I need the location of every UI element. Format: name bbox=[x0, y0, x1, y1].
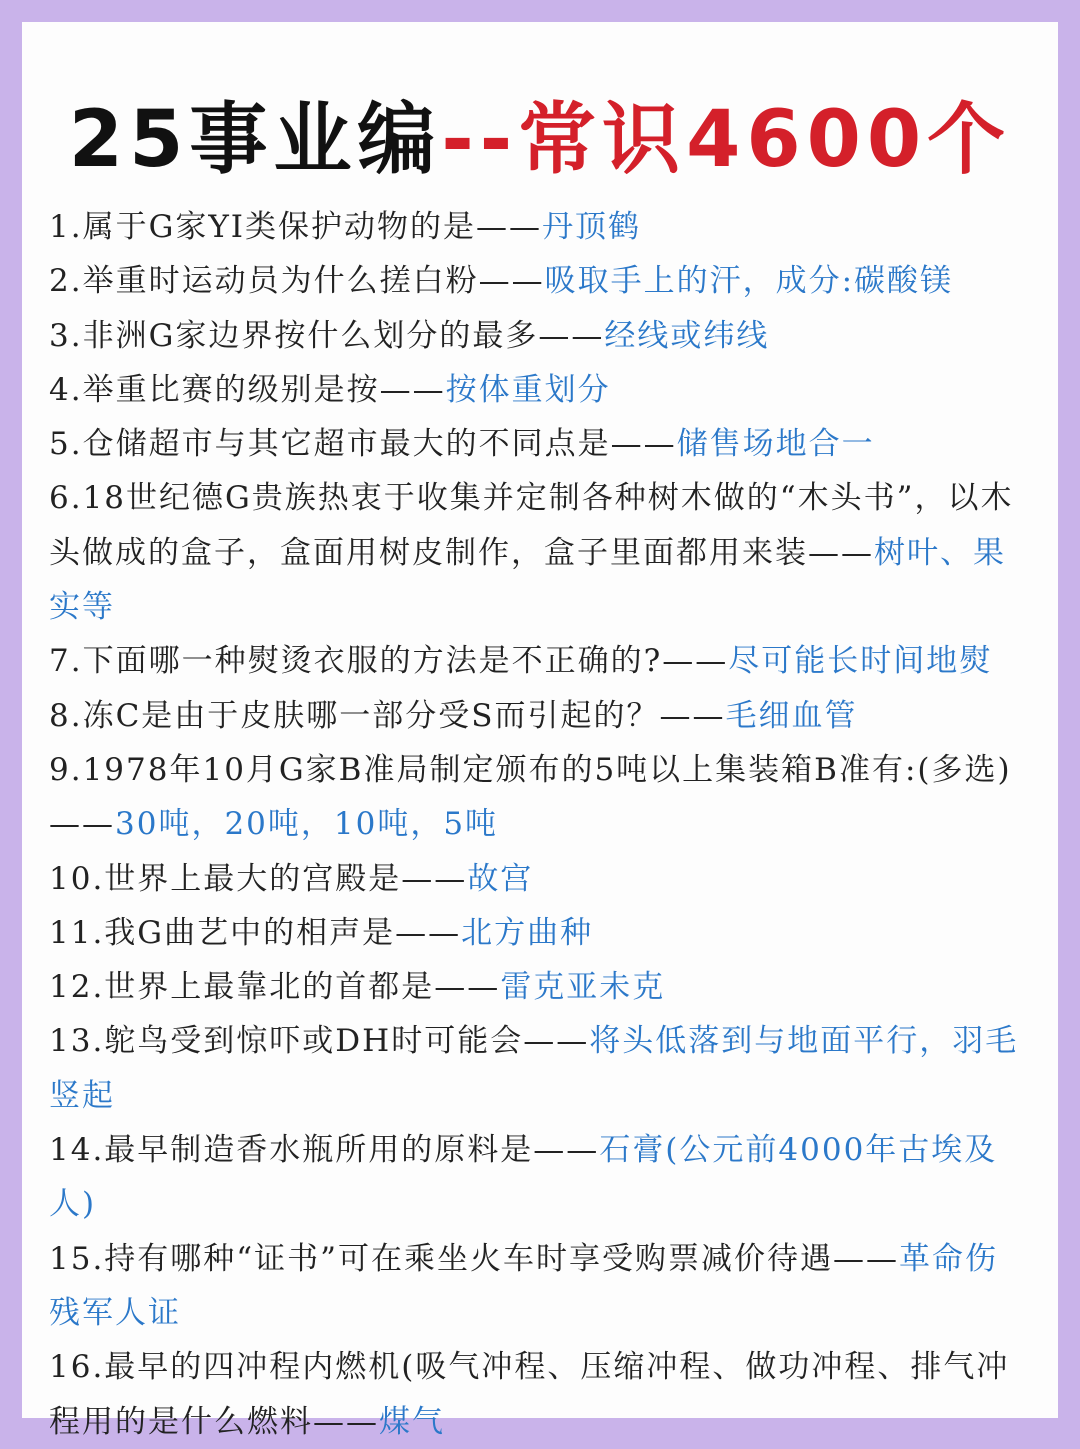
question-text: 10.世界上最大的宫殿是—— bbox=[49, 860, 468, 897]
answer-text: 北方曲种 bbox=[461, 914, 594, 951]
list-item bbox=[49, 634, 1029, 688]
list-item bbox=[49, 1014, 1029, 1123]
list-item bbox=[49, 906, 1029, 960]
list-item bbox=[49, 363, 1029, 417]
qa-list bbox=[49, 200, 1029, 1449]
list-item bbox=[49, 200, 1029, 254]
question-text: 6.18世纪德G贵族热衷于收集并定制各种树木做的“木头书”，以木头做成的盒子，盒面用树皮制作，盒子里面都用来装—— bbox=[49, 480, 1014, 571]
list-item bbox=[49, 852, 1029, 906]
note-card bbox=[22, 22, 1058, 1440]
question-text: 1.属于G家YI类保护动物的是—— bbox=[49, 209, 543, 245]
question-text: 12.世界上最靠北的首都是—— bbox=[49, 969, 501, 1006]
answer-text: 储售场地合一 bbox=[676, 426, 875, 463]
answer-text: 按体重划分 bbox=[445, 371, 611, 408]
answer-text: 将头低落到与地面平行，羽毛竖起 bbox=[49, 1023, 1019, 1114]
answer-text: 丹顶鹤 bbox=[542, 209, 642, 245]
page-title bbox=[22, 90, 1058, 190]
list-item bbox=[49, 471, 1029, 634]
title-main: 25事业编 bbox=[68, 95, 442, 185]
list-item bbox=[49, 417, 1029, 471]
answer-text: 石膏(公元前4000年古埃及人) bbox=[49, 1132, 998, 1223]
question-text: 7.下面哪一种熨烫衣服的方法是不正确的?—— bbox=[49, 643, 729, 680]
question-text: 14.最早制造香水瓶所用的原料是—— bbox=[49, 1132, 600, 1169]
answer-text: 经线或纬线 bbox=[604, 317, 770, 354]
answer-text: 故宫 bbox=[467, 860, 534, 897]
answer-text: 革命伤残军人证 bbox=[49, 1240, 998, 1331]
question-text: 5.仓储超市与其它超市最大的不同点是—— bbox=[49, 426, 677, 463]
question-text: 4.举重比赛的级别是按—— bbox=[49, 371, 446, 408]
list-item bbox=[49, 1123, 1029, 1232]
list-item bbox=[49, 309, 1029, 363]
answer-text: 树叶、果实等 bbox=[49, 534, 1006, 626]
answer-text: 尽可能长时间地熨 bbox=[728, 643, 993, 680]
question-text: 9.1978年10月G家B准局制定颁布的5吨以上集装箱B准有:(多选)—— bbox=[49, 751, 1012, 843]
list-item bbox=[49, 960, 1029, 1014]
question-text: 16.最早的四冲程内燃机(吸气冲程、压缩冲程、做功冲程、排气冲程用的是什么燃料—— bbox=[49, 1349, 1010, 1440]
answer-text: 雷克亚未克 bbox=[500, 969, 666, 1006]
title-highlight: --常识4600个 bbox=[441, 95, 1012, 185]
answer-text: 吸取手上的汗，成分:碳酸镁 bbox=[544, 263, 954, 300]
question-text: 13.鸵鸟受到惊吓或DH时可能会—— bbox=[49, 1023, 590, 1060]
question-text: 11.我G曲艺中的相声是—— bbox=[49, 914, 462, 951]
list-item bbox=[49, 1340, 1029, 1449]
answer-text: 毛细血管 bbox=[725, 697, 858, 734]
list-item bbox=[49, 254, 1029, 308]
list-item bbox=[49, 743, 1029, 852]
question-text: 2.举重时运动员为什么搓白粉—— bbox=[49, 263, 545, 300]
answer-text: 煤气 bbox=[379, 1403, 445, 1440]
answer-text: 30吨，20吨，10吨，5吨 bbox=[115, 806, 499, 843]
question-text: 3.非洲G家边界按什么划分的最多—— bbox=[49, 317, 605, 354]
list-item bbox=[49, 1232, 1029, 1341]
question-text: 8.冻C是由于皮肤哪一部分受S而引起的？—— bbox=[49, 697, 726, 734]
question-text: 15.持有哪种“证书”可在乘坐火车时享受购票减价待遇—— bbox=[49, 1240, 899, 1277]
list-item bbox=[49, 689, 1029, 743]
